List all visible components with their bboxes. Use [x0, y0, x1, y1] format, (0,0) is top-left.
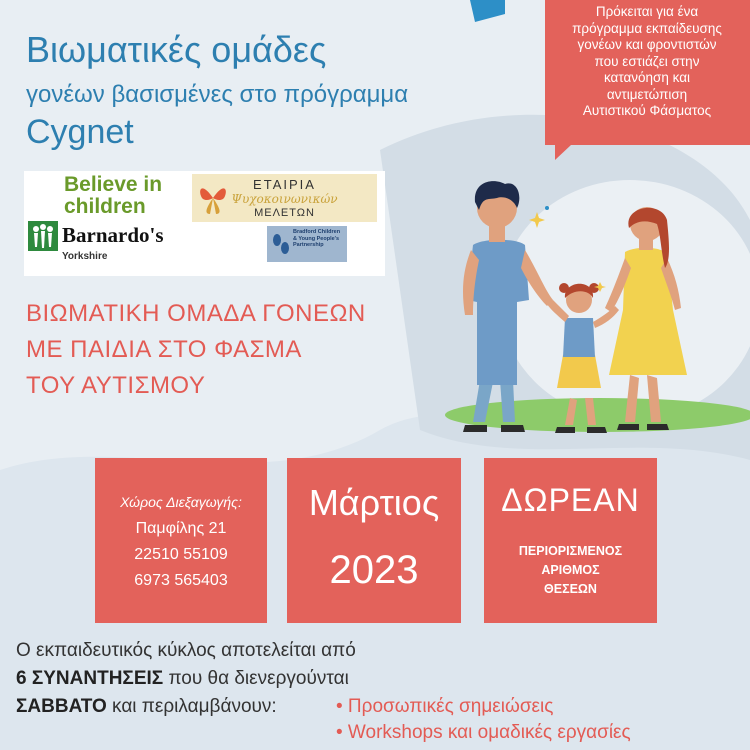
info-line-1: Ο εκπαιδευτικός κύκλος αποτελείται από	[16, 640, 356, 661]
limited-seats: ΠΕΡΙΟΡΙΣΜΕΝΟΣ ΑΡΙΘΜΟΣ ΘΕΣΕΩΝ	[518, 544, 623, 596]
venue-box	[95, 458, 267, 623]
barnardos-logo: Barnardo's Yorkshire	[28, 221, 58, 256]
date-box	[287, 458, 461, 623]
bullet-item: • Workshops και ομαδικές εργασίες	[336, 722, 631, 743]
barnardos-figures-icon	[28, 221, 58, 251]
bullet-item: • Προσωπικές σημειώσεις	[336, 696, 554, 717]
price-box	[484, 458, 657, 623]
etairia-logo: ΕΤΑΙΡΙΑ Ψυχοκοινωνικών ΜΕΛΕΤΩΝ	[192, 174, 377, 222]
venue-phone-2: 6973 565403	[134, 572, 228, 589]
title-line-3: Cygnet	[26, 113, 134, 151]
headline: ΒΙΩΜΑΤΙΚΗ ΟΜΑΔΑ ΓΟΝΕΩΝ ΜΕ ΠΑΙΔΙΑ ΣΤΟ ΦΑΣΜΑ ΤΟΥ ΑΥΤΙΣΜΟΥ	[26, 300, 366, 399]
venue-address: Παμφίλης 21	[135, 520, 227, 537]
free-label: ΔΩΡΕΑΝ	[501, 482, 640, 518]
info-banner-text: Πρόκειται για ένα πρόγραμμα εκπαίδευσης γονέων και φροντιστών που εστιάζει στην κατανόηση και αντιμετώπιση Αυτιστικού Φάσματος	[572, 4, 722, 118]
venue-phone-1: 22510 55109	[134, 546, 228, 563]
believe-in-children-logo: Believe in children	[64, 173, 163, 218]
partner-logos	[24, 171, 385, 276]
title-line-2: γονέων βασισμένες στο πρόγραμμα	[26, 81, 409, 108]
event-year: 2023	[329, 548, 419, 592]
title-line-1: Βιωματικές ομάδες	[26, 29, 327, 70]
family-illustration	[425, 150, 735, 450]
footprints-icon	[270, 232, 292, 256]
bradford-partnership-logo: Bradford Children & Young People's Partnership	[267, 226, 347, 262]
info-line-2: 6 ΣΥΝΑΝΤΗΣΕΙΣ που θα διενεργούνται	[16, 668, 349, 689]
venue-label: Χώρος Διεξαγωγής:	[120, 494, 242, 510]
event-month: Μάρτιος	[308, 482, 440, 523]
info-line-3: ΣΑΒΒΑΤΟ και περιλαμβάνουν:	[16, 696, 277, 717]
